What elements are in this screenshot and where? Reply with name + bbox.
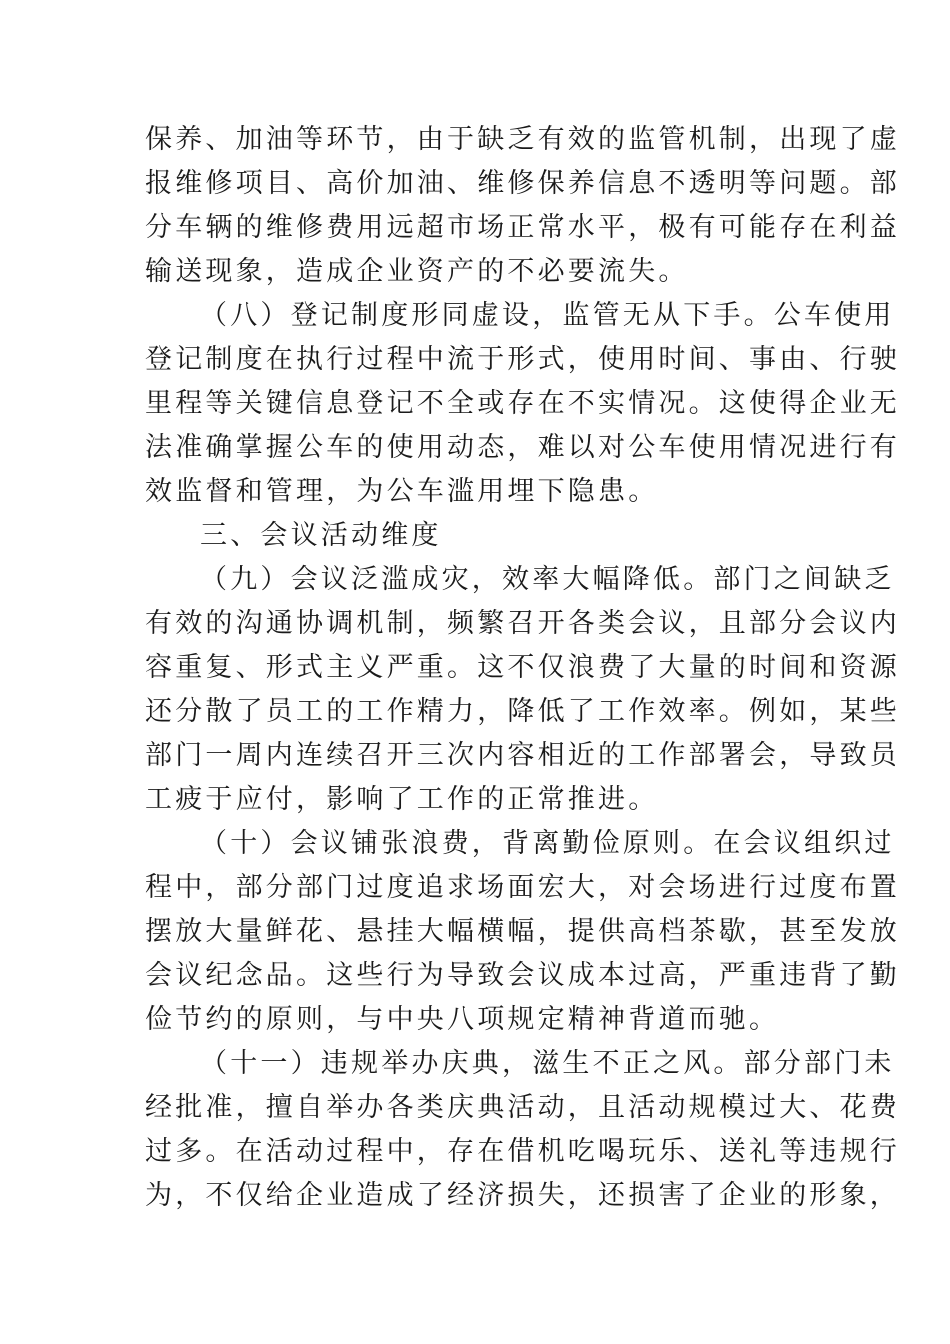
paragraph-line: 保养、加油等环节，由于缺乏有效的监管机制，出现了虚 (145, 124, 900, 155)
paragraph-line: 登记制度在执行过程中流于形式，使用时间、事由、行驶 (145, 344, 900, 375)
paragraph-line: 为，不仅给企业造成了经济损失，还损害了企业的形象， (145, 1180, 900, 1211)
paragraph-line: 输送现象，造成企业资产的不必要流失。 (145, 256, 689, 287)
paragraph-line: 效监督和管理，为公车滥用埋下隐患。 (145, 476, 659, 507)
paragraph-line: 程中，部分部门过度追求场面宏大，对会场进行过度布置 (145, 872, 900, 903)
paragraph-line: （十）会议铺张浪费，背离勤俭原则。在会议组织过 (200, 828, 895, 859)
paragraph-line: 法准确掌握公车的使用动态，难以对公车使用情况进行有 (145, 432, 900, 463)
paragraph-line: 过多。在活动过程中，存在借机吃喝玩乐、送礼等违规行 (145, 1136, 900, 1167)
paragraph-line: 经批准，擅自举办各类庆典活动，且活动规模过大、花费 (145, 1092, 900, 1123)
paragraph-line: 工疲于应付，影响了工作的正常推进。 (145, 784, 659, 815)
paragraph-line: 容重复、形式主义严重。这不仅浪费了大量的时间和资源 (145, 652, 900, 683)
paragraph-line: 里程等关键信息登记不全或存在不实情况。这使得企业无 (145, 388, 900, 419)
section-heading: 三、会议活动维度 (200, 520, 442, 551)
paragraph-line: 报维修项目、高价加油、维修保养信息不透明等问题。部 (145, 168, 900, 199)
paragraph-line: 还分散了员工的工作精力，降低了工作效率。例如，某些 (145, 696, 900, 727)
paragraph-line: 有效的沟通协调机制，频繁召开各类会议，且部分会议内 (145, 608, 900, 639)
paragraph-line: 摆放大量鲜花、悬挂大幅横幅，提供高档茶歇，甚至发放 (145, 916, 900, 947)
paragraph-line: 分车辆的维修费用远超市场正常水平，极有可能存在利益 (145, 212, 900, 243)
paragraph-line: 俭节约的原则，与中央八项规定精神背道而驰。 (145, 1004, 780, 1035)
paragraph-line: （八）登记制度形同虚设，监管无从下手。公车使用 (200, 300, 895, 331)
paragraph-line: （十一）违规举办庆典，滋生不正之风。部分部门未 (200, 1048, 895, 1079)
paragraph-line: 会议纪念品。这些行为导致会议成本过高，严重违背了勤 (145, 960, 900, 991)
paragraph-line: （九）会议泛滥成灾，效率大幅降低。部门之间缺乏 (200, 564, 895, 595)
paragraph-line: 部门一周内连续召开三次内容相近的工作部署会，导致员 (145, 740, 900, 771)
